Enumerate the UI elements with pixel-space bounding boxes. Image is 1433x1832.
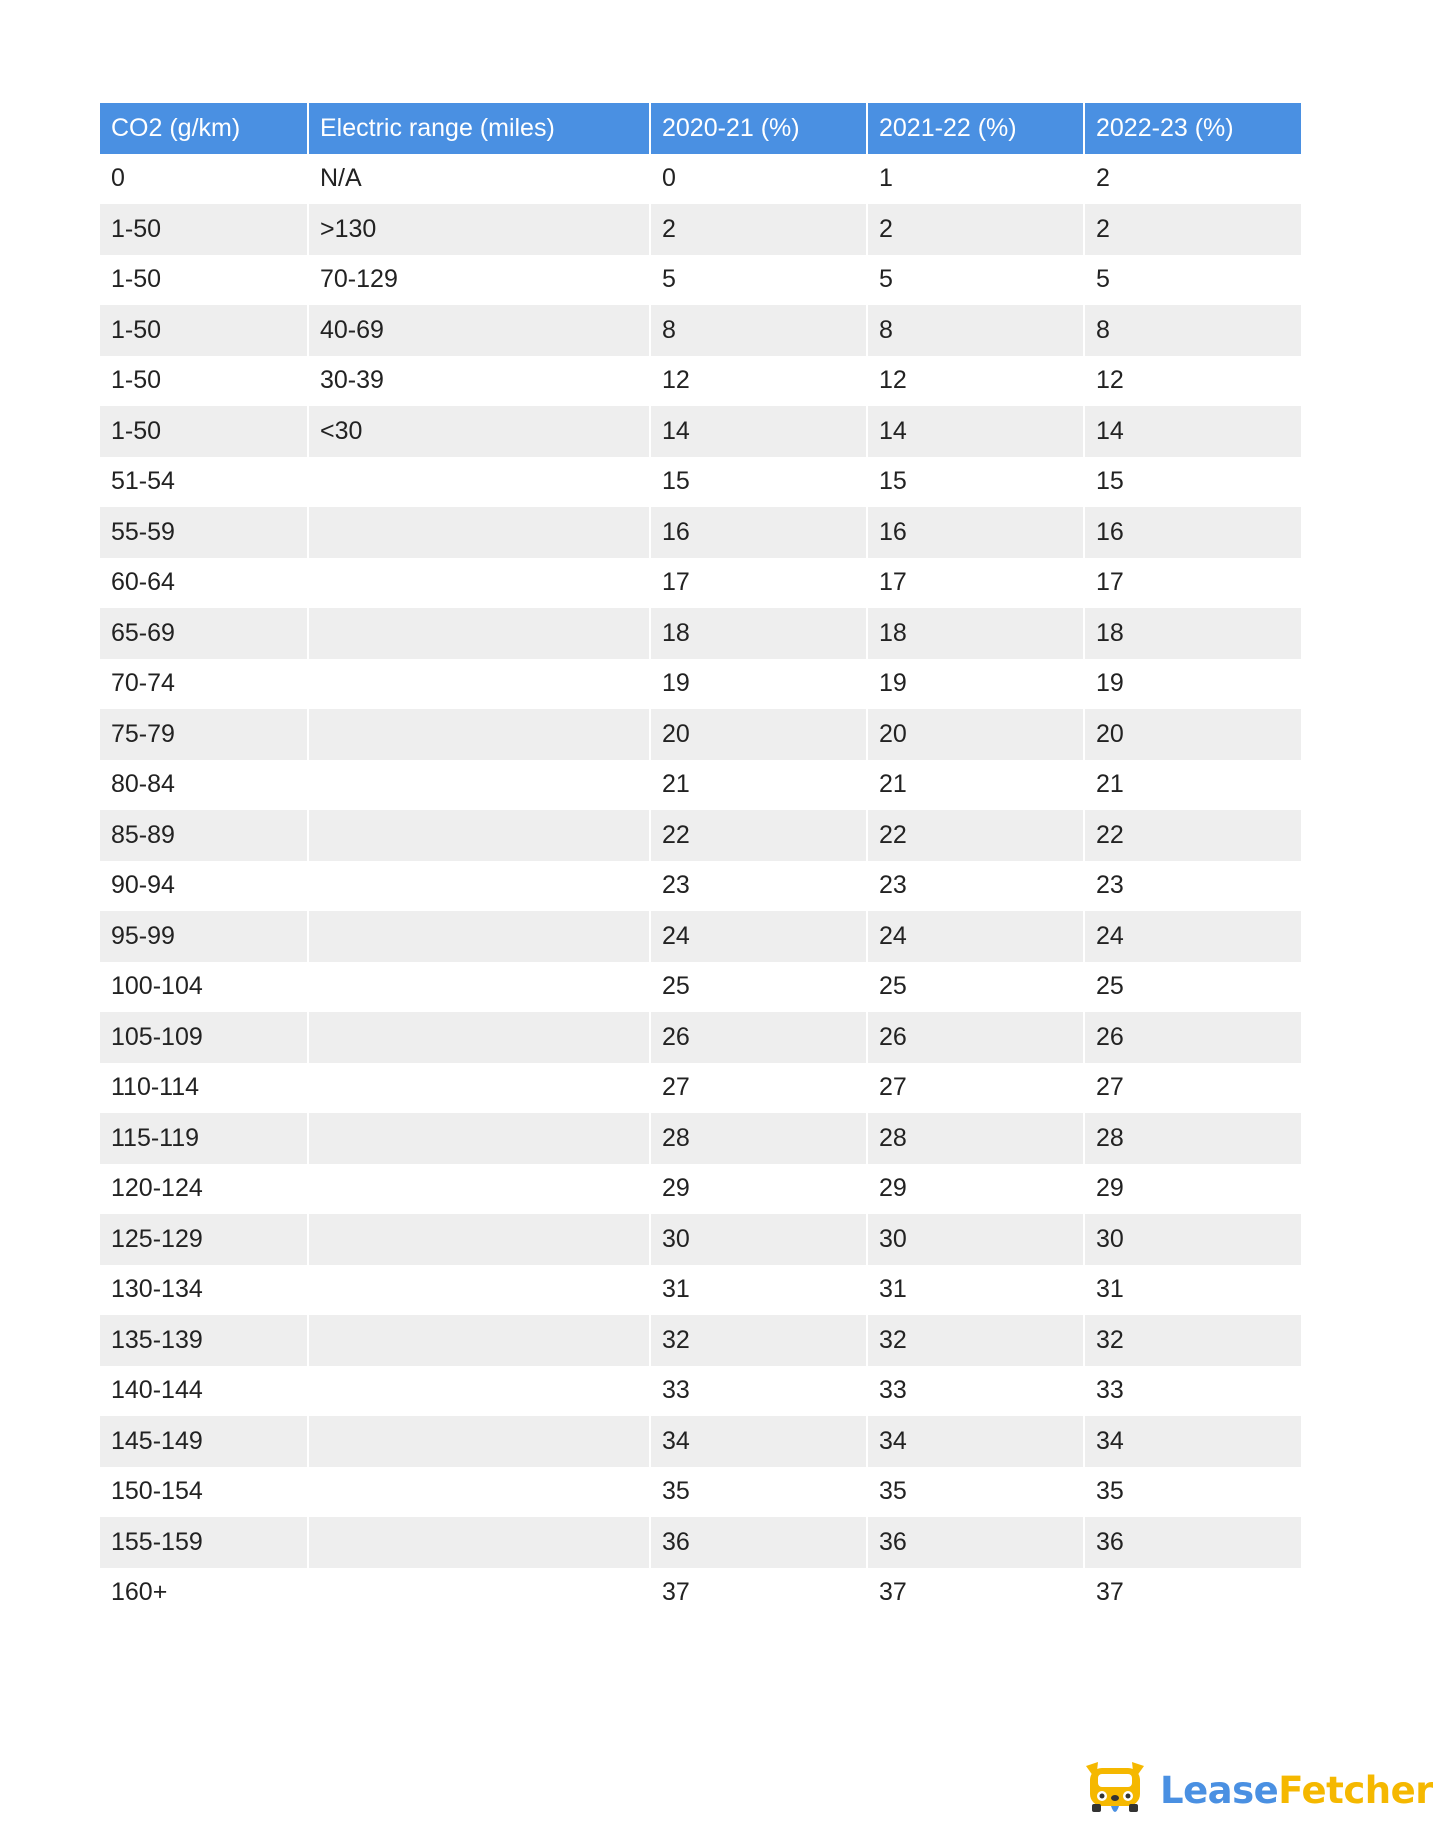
cell-2021-22: 14 xyxy=(868,406,1085,457)
cell-2020-21: 12 xyxy=(662,366,690,395)
cell-2020-21: 34 xyxy=(651,1416,868,1467)
cell-2021-22: 15 xyxy=(879,467,907,496)
cell-co2: 145-149 xyxy=(100,1416,309,1467)
dog-car-icon xyxy=(1080,1758,1150,1822)
table-row xyxy=(100,1517,1301,1568)
cell-2020-21: 37 xyxy=(662,1578,690,1607)
cell-electric-range xyxy=(309,1265,651,1316)
table-row xyxy=(100,1265,1301,1316)
cell-co2: 155-159 xyxy=(100,1517,309,1568)
cell-2022-23: 28 xyxy=(1096,1123,1124,1152)
header-electric-range: Electric range (miles) xyxy=(309,103,651,154)
cell-2020-21: 32 xyxy=(651,1315,868,1366)
cell-2020-21: 36 xyxy=(651,1517,868,1568)
table-row xyxy=(100,659,1301,710)
table-row xyxy=(100,457,1301,508)
cell-2021-22: 32 xyxy=(868,1315,1085,1366)
cell-2020-21: 26 xyxy=(651,1012,868,1063)
cell-2021-22: 28 xyxy=(868,1113,1085,1164)
bik-rates-table xyxy=(100,103,1301,1618)
cell-2021-22: 22 xyxy=(868,810,1085,861)
cell-co2: 140-144 xyxy=(111,1376,203,1405)
cell-2021-22: 25 xyxy=(879,972,907,1001)
cell-2021-22: 24 xyxy=(868,911,1085,962)
table-row xyxy=(100,255,1301,306)
table-row xyxy=(100,356,1301,407)
cell-electric-range xyxy=(309,457,651,508)
cell-co2: 1-50 xyxy=(100,204,309,255)
cell-co2: 135-139 xyxy=(100,1315,309,1366)
cell-2022-23: 2 xyxy=(1096,164,1110,193)
cell-2022-23: 23 xyxy=(1096,871,1124,900)
cell-2022-23: 29 xyxy=(1096,1174,1124,1203)
cell-2020-21: 8 xyxy=(651,305,868,356)
cell-electric-range xyxy=(309,709,651,760)
table-row xyxy=(100,305,1301,356)
cell-2022-23: 15 xyxy=(1096,467,1124,496)
cell-co2: 70-74 xyxy=(111,669,175,698)
cell-electric-range xyxy=(309,558,651,609)
cell-2021-22: 17 xyxy=(879,568,907,597)
cell-electric-range xyxy=(309,760,651,811)
cell-2020-21: 25 xyxy=(662,972,690,1001)
table-row xyxy=(100,1366,1301,1417)
cell-electric-range xyxy=(309,810,651,861)
cell-co2: 0 xyxy=(111,164,125,193)
cell-2020-21: 19 xyxy=(662,669,690,698)
cell-electric-range xyxy=(309,1012,651,1063)
cell-2020-21: 17 xyxy=(662,568,690,597)
cell-co2: 85-89 xyxy=(100,810,309,861)
cell-2021-22: 30 xyxy=(868,1214,1085,1265)
cell-co2: 1-50 xyxy=(100,305,309,356)
cell-2022-23: 27 xyxy=(1096,1073,1124,1102)
cell-2020-21: 30 xyxy=(651,1214,868,1265)
table-body xyxy=(100,154,1301,1619)
cell-electric-range: 30-39 xyxy=(320,366,384,395)
table-row xyxy=(100,1164,1301,1215)
cell-2020-21: 2 xyxy=(651,204,868,255)
cell-electric-range xyxy=(309,1568,651,1619)
header-co2: CO2 (g/km) xyxy=(100,103,309,154)
table-row xyxy=(100,1214,1301,1265)
cell-electric-range: <30 xyxy=(309,406,651,457)
cell-co2: 105-109 xyxy=(100,1012,309,1063)
cell-2020-21: 27 xyxy=(662,1073,690,1102)
cell-2021-22: 8 xyxy=(868,305,1085,356)
cell-2022-23: 31 xyxy=(1096,1275,1124,1304)
table-row xyxy=(100,1416,1301,1467)
cell-electric-range xyxy=(309,1416,651,1467)
cell-2022-23: 21 xyxy=(1096,770,1124,799)
cell-2022-23: 14 xyxy=(1096,416,1124,445)
table-row xyxy=(100,1063,1301,1114)
cell-electric-range xyxy=(309,608,651,659)
cell-electric-range xyxy=(309,1366,651,1417)
cell-2022-23: 34 xyxy=(1096,1426,1124,1455)
cell-2021-22: 5 xyxy=(879,265,893,294)
cell-2021-22: 26 xyxy=(868,1012,1085,1063)
cell-2020-21: 31 xyxy=(662,1275,690,1304)
cell-2020-21: 21 xyxy=(662,770,690,799)
cell-electric-range xyxy=(309,861,651,912)
cell-2022-23: 8 xyxy=(1096,315,1110,344)
cell-2022-23: 24 xyxy=(1096,921,1124,950)
cell-2022-23: 2 xyxy=(1096,214,1110,243)
cell-2020-21: 28 xyxy=(651,1113,868,1164)
cell-2020-21: 14 xyxy=(651,406,868,457)
logo-text-fetcher: Fetcher xyxy=(1278,1768,1433,1812)
cell-2022-23: 16 xyxy=(1096,517,1124,546)
cell-co2: 1-50 xyxy=(111,366,162,395)
cell-2020-21: 16 xyxy=(651,507,868,558)
cell-co2: 75-79 xyxy=(100,709,309,760)
cell-2021-22: 35 xyxy=(879,1477,907,1506)
cell-2021-22: 16 xyxy=(868,507,1085,558)
cell-2020-21: 0 xyxy=(662,164,676,193)
cell-co2: 100-104 xyxy=(111,972,203,1001)
cell-2022-23: 33 xyxy=(1096,1376,1124,1405)
table-header-row xyxy=(100,103,1301,154)
cell-2020-21: 24 xyxy=(651,911,868,962)
cell-2021-22: 1 xyxy=(879,164,893,193)
cell-2021-22: 31 xyxy=(879,1275,907,1304)
cell-2020-21: 23 xyxy=(662,871,690,900)
cell-2021-22: 29 xyxy=(879,1174,907,1203)
table-row xyxy=(100,204,1301,255)
table-row xyxy=(100,507,1301,558)
cell-2022-23: 26 xyxy=(1096,1022,1124,1051)
cell-electric-range xyxy=(309,1517,651,1568)
cell-co2: 120-124 xyxy=(111,1174,203,1203)
table-row xyxy=(100,558,1301,609)
cell-2021-22: 23 xyxy=(879,871,907,900)
cell-electric-range xyxy=(309,1214,651,1265)
header-2022-23: 2022-23 (%) xyxy=(1096,113,1234,142)
cell-2022-23: 5 xyxy=(1096,265,1110,294)
cell-2021-22: 36 xyxy=(868,1517,1085,1568)
cell-co2: 115-119 xyxy=(100,1113,309,1164)
cell-2020-21: 5 xyxy=(662,265,676,294)
cell-electric-range: 70-129 xyxy=(320,265,398,294)
cell-2022-23: 19 xyxy=(1096,669,1124,698)
cell-co2: 80-84 xyxy=(111,770,175,799)
cell-2021-22: 2 xyxy=(868,204,1085,255)
table-row xyxy=(100,1113,1301,1164)
table-row xyxy=(100,608,1301,659)
cell-electric-range xyxy=(309,911,651,962)
table-row xyxy=(100,962,1301,1013)
cell-electric-range xyxy=(309,1113,651,1164)
logo-wordmark xyxy=(1160,1769,1433,1812)
cell-co2: 1-50 xyxy=(100,406,309,457)
cell-2021-22: 33 xyxy=(879,1376,907,1405)
cell-co2: 55-59 xyxy=(100,507,309,558)
cell-2021-22: 21 xyxy=(879,770,907,799)
cell-2022-23: 20 xyxy=(1096,719,1124,748)
cell-2020-21: 22 xyxy=(651,810,868,861)
cell-co2: 110-114 xyxy=(111,1073,200,1102)
cell-2021-22: 27 xyxy=(879,1073,907,1102)
cell-co2: 90-94 xyxy=(111,871,175,900)
cell-co2: 51-54 xyxy=(111,467,175,496)
cell-2020-21: 20 xyxy=(651,709,868,760)
cell-electric-range: 40-69 xyxy=(309,305,651,356)
cell-2022-23: 35 xyxy=(1096,1477,1124,1506)
table-row xyxy=(100,406,1301,457)
cell-2020-21: 33 xyxy=(662,1376,690,1405)
cell-2022-23: 37 xyxy=(1096,1578,1124,1607)
cell-electric-range: N/A xyxy=(320,164,362,193)
cell-co2: 160+ xyxy=(111,1578,168,1607)
cell-2021-22: 20 xyxy=(868,709,1085,760)
table-row xyxy=(100,1467,1301,1518)
cell-co2: 130-134 xyxy=(111,1275,203,1304)
header-2020-21: 2020-21 (%) xyxy=(651,103,868,154)
cell-2022-23: 32 xyxy=(1096,1325,1124,1354)
cell-2020-21: 15 xyxy=(662,467,690,496)
table-row xyxy=(100,709,1301,760)
cell-2020-21: 18 xyxy=(651,608,868,659)
cell-co2: 150-154 xyxy=(111,1477,203,1506)
cell-co2: 60-64 xyxy=(111,568,175,597)
cell-electric-range xyxy=(309,962,651,1013)
cell-2021-22: 34 xyxy=(868,1416,1085,1467)
logo-text-lease: Lease xyxy=(1160,1768,1279,1812)
table-row xyxy=(100,911,1301,962)
table-row xyxy=(100,154,1301,205)
cell-2021-22: 18 xyxy=(868,608,1085,659)
header-2021-22: 2021-22 (%) xyxy=(868,103,1085,154)
table-row xyxy=(100,1315,1301,1366)
table-row xyxy=(100,1568,1301,1619)
leasefetcher-logo xyxy=(1080,1755,1433,1825)
cell-electric-range xyxy=(309,1164,651,1215)
cell-2022-23: 17 xyxy=(1096,568,1124,597)
cell-2022-23: 36 xyxy=(1096,1527,1124,1556)
table-row xyxy=(100,1012,1301,1063)
cell-co2: 65-69 xyxy=(100,608,309,659)
cell-2022-23: 25 xyxy=(1096,972,1124,1001)
cell-2021-22: 37 xyxy=(879,1578,907,1607)
cell-electric-range xyxy=(309,1315,651,1366)
table-row xyxy=(100,760,1301,811)
table-row xyxy=(100,861,1301,912)
cell-co2: 1-50 xyxy=(111,265,162,294)
cell-2021-22: 19 xyxy=(879,669,907,698)
cell-electric-range: >130 xyxy=(309,204,651,255)
cell-2022-23: 22 xyxy=(1096,820,1124,849)
cell-electric-range xyxy=(309,1467,651,1518)
cell-electric-range xyxy=(309,1063,651,1114)
table-row xyxy=(100,810,1301,861)
cell-co2: 95-99 xyxy=(100,911,309,962)
cell-2020-21: 29 xyxy=(662,1174,690,1203)
cell-electric-range xyxy=(309,507,651,558)
cell-2020-21: 35 xyxy=(662,1477,690,1506)
cell-2022-23: 12 xyxy=(1096,366,1124,395)
cell-2021-22: 12 xyxy=(879,366,907,395)
cell-co2: 125-129 xyxy=(100,1214,309,1265)
cell-2022-23: 18 xyxy=(1096,618,1124,647)
cell-electric-range xyxy=(309,659,651,710)
cell-2022-23: 30 xyxy=(1096,1224,1124,1253)
